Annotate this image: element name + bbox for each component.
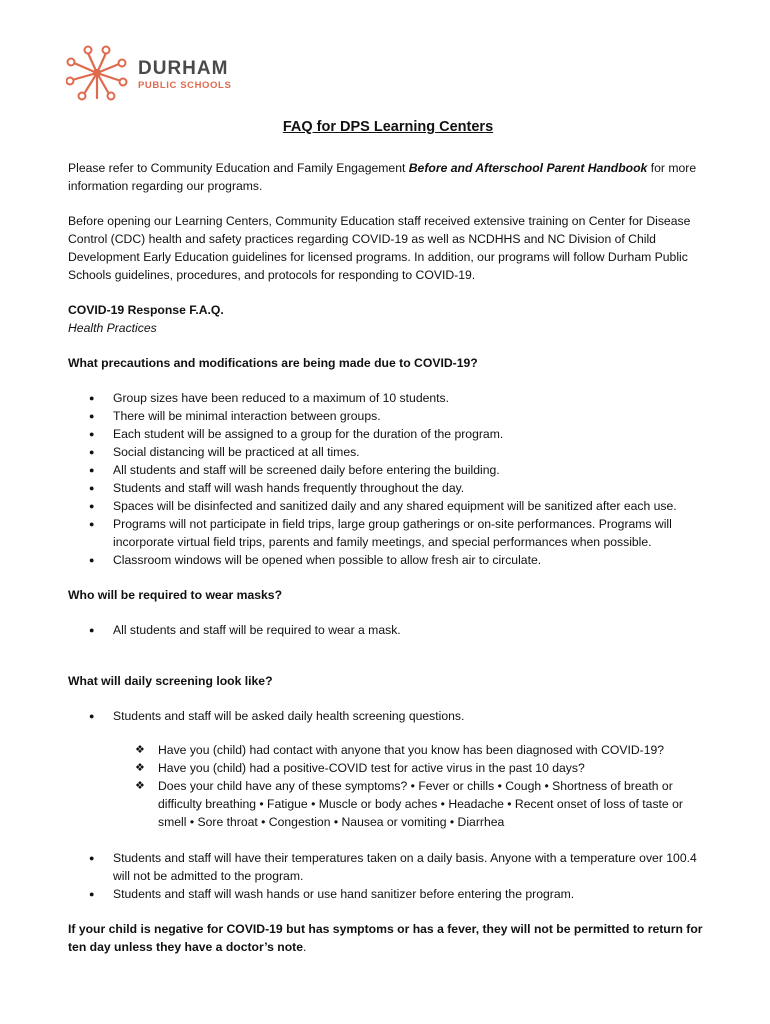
handbook-title: Before and Afterschool Parent Handbook	[408, 161, 648, 175]
list-item: ● All students and staff will be screened daily before entering the building.	[113, 461, 708, 479]
list-item: ● Programs will not participate in field trips, large group gatherings or on-site performances. Programs will incorporate virtual field trips, parents and family meetings, and special performances when possible.	[113, 515, 708, 551]
screening-list-continued	[68, 849, 708, 903]
screening-list	[68, 707, 708, 725]
closing-note-text: If your child is negative for COVID-19 but has symptoms or has a fever, they will not be permitted to return for ten day unless they have a doctor’s note	[68, 922, 703, 954]
list-item: ● Classroom windows will be opened when possible to allow fresh air to circulate.	[113, 551, 708, 569]
question-screening: What will daily screening look like?	[68, 674, 273, 688]
durham-public-schools-logo	[66, 44, 246, 102]
list-item: ● All students and staff will be required to wear a mask.	[113, 621, 708, 639]
intro-paragraph	[68, 159, 708, 195]
closing-note	[68, 920, 708, 956]
section-heading: COVID-19 Response F.A.Q.	[68, 303, 224, 317]
question-masks: Who will be required to wear masks?	[68, 588, 283, 602]
list-item: ❖ Have you (child) had contact with anyone that you know has been diagnosed with COVID-19?	[158, 741, 708, 759]
list-item: ❖ Does your child have any of these symptoms? • Fever or chills • Cough • Shortness of breath or difficulty breathing • Fatigue • Muscle or body aches • Headache • Recent onset of loss of taste or smell • Sore throat • Congestion • Nausea or vomiting • Diarrhea	[158, 777, 708, 831]
list-item: ● There will be minimal interaction between groups.	[113, 407, 708, 425]
list-item: ● Group sizes have been reduced to a maximum of 10 students.	[113, 389, 708, 407]
logo-wordmark: DURHAM	[138, 58, 229, 79]
masks-list	[68, 621, 708, 639]
list-item: ● Students and staff will wash hands or use hand sanitizer before entering the program.	[113, 885, 708, 903]
document-body	[68, 118, 708, 973]
precautions-list	[68, 389, 708, 569]
intro-text-start: Please refer to Community Education and Family Engagement	[68, 161, 409, 175]
section-subheading: Health Practices	[68, 321, 157, 335]
closing-period: .	[303, 940, 307, 954]
list-item: ❖ Have you (child) had a positive-COVID test for active virus in the past 10 days?	[158, 759, 708, 777]
screening-questions-list	[68, 741, 708, 831]
intro-text-end: for more information regarding our programs.	[68, 161, 697, 193]
list-item: ● Social distancing will be practiced at all times.	[113, 443, 708, 461]
list-item: ● Each student will be assigned to a group for the duration of the program.	[113, 425, 708, 443]
list-item: ● Students and staff will be asked daily health screening questions.	[113, 707, 708, 725]
list-item: ● Spaces will be disinfected and sanitized daily and any shared equipment will be sanitized after each use.	[113, 497, 708, 515]
logo-subtitle: PUBLIC SCHOOLS	[138, 80, 232, 91]
list-item: ● Students and staff will wash hands frequently throughout the day.	[113, 479, 708, 497]
question-precautions: What precautions and modifications are being made due to COVID-19?	[68, 356, 478, 370]
page-title: FAQ for DPS Learning Centers	[282, 119, 494, 135]
network-logo-icon	[66, 44, 128, 102]
list-item: ● Students and staff will have their temperatures taken on a daily basis. Anyone with a temperature over 100.4 will not be admitted to the program.	[113, 849, 708, 885]
training-paragraph: Before opening our Learning Centers, Community Education staff received extensive training on Center for Disease Control (CDC) health and safety practices regarding COVID-19 as well as NCDHHS and NC Division of Child Development Early Education guidelines for licensed programs. In addition, our programs will follow Durham Public Schools guidelines, procedures, and protocols for responding to COVID-19.	[68, 214, 691, 282]
